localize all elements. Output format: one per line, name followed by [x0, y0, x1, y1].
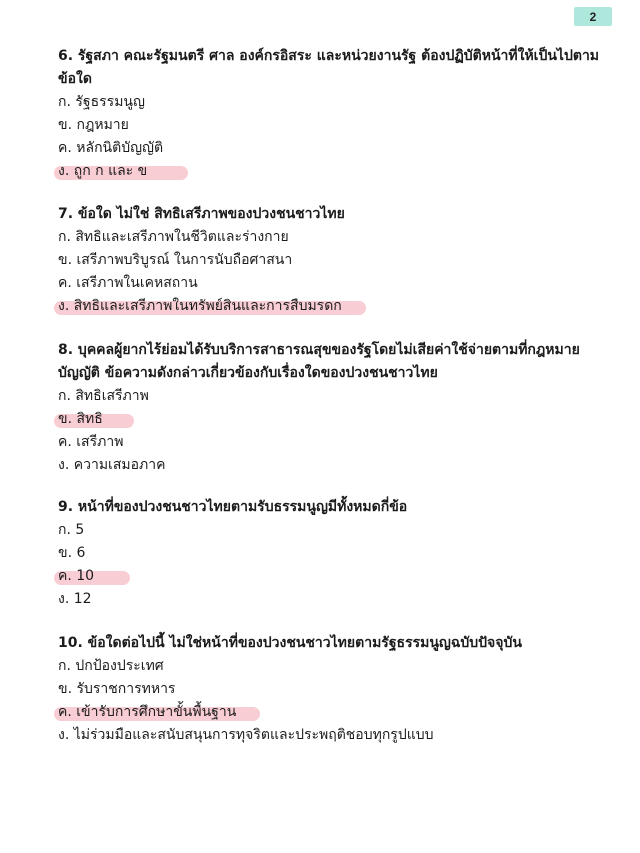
choice-d-answer: ง. ถูก ก และ ข [58, 160, 606, 183]
choice-a: ก. รัฐธรรมนูญ [58, 94, 145, 110]
choice-b-answer: ข. สิทธิ [58, 408, 606, 431]
choice-d: ง. 12 [58, 591, 92, 607]
page-number-badge: 2 [574, 7, 612, 26]
choice-c: ค. เสรีภาพในเคหสถาน [58, 275, 198, 291]
choice-b: ข. เสรีภาพบริบูรณ์ ในการนับถือศาสนา [58, 252, 293, 268]
choice-a: ก. สิทธิและเสรีภาพในชีวิตและร่างกาย [58, 229, 289, 245]
question-text: 10. ข้อใดต่อไปนี้ ไม่ใช่หน้าที่ของปวงชนชาวไทยตามรัฐธรรมนูญฉบับปัจจุบัน [58, 635, 522, 651]
choice-d: ง. ไม่ร่วมมือและสนับสนุนการทุจริตและประพฤติชอบทุกรูปแบบ [58, 727, 434, 743]
question-7 [58, 203, 606, 318]
question-6 [58, 45, 606, 183]
choice-d-answer: ง. สิทธิและเสรีภาพในทรัพย์สินและการสืบมรดก [58, 295, 606, 318]
choice-c-answer: ค. 10 [58, 565, 606, 588]
question-text: 6. รัฐสภา คณะรัฐมนตรี ศาล องค์กรอิสระ และหน่วยงานรัฐ ต้องปฏิบัติหน้าที่ให้เป็นไปตามข้อใด [58, 48, 600, 87]
choice-c: ค. หลักนิติบัญญัติ [58, 140, 164, 156]
choice-c: ค. เสรีภาพ [58, 434, 124, 450]
question-10 [58, 632, 606, 747]
choice-b: ข. 6 [58, 545, 86, 561]
choice-a: ก. 5 [58, 522, 85, 538]
question-text: 7. ข้อใด ไม่ใช่ สิทธิเสรีภาพของปวงชนชาวไทย [58, 206, 345, 222]
question-text: 9. หน้าที่ของปวงชนชาวไทยตามรับธรรมนูญมีทั้งหมดกี่ข้อ [58, 499, 408, 515]
choice-b: ข. รับราชการทหาร [58, 681, 176, 697]
choice-d: ง. ความเสมอภาค [58, 457, 166, 473]
choice-c-answer: ค. เข้ารับการศึกษาขั้นพื้นฐาน [58, 701, 606, 724]
question-9 [58, 496, 606, 611]
question-text: 8. บุคคลผู้ยากไร้ย่อมได้รับบริการสาธารณสุขของรัฐโดยไม่เสียค่าใช้จ่ายตามที่กฎหมายบัญญัติ ข้อความดังกล่าวเกี่ยวข้องกับเรื่องใดของปวงชนชาวไทย [58, 342, 580, 381]
question-8 [58, 339, 606, 477]
choice-a: ก. ปกป้องประเทศ [58, 658, 164, 674]
choice-b: ข. กฎหมาย [58, 117, 129, 133]
choice-a: ก. สิทธิเสรีภาพ [58, 388, 149, 404]
